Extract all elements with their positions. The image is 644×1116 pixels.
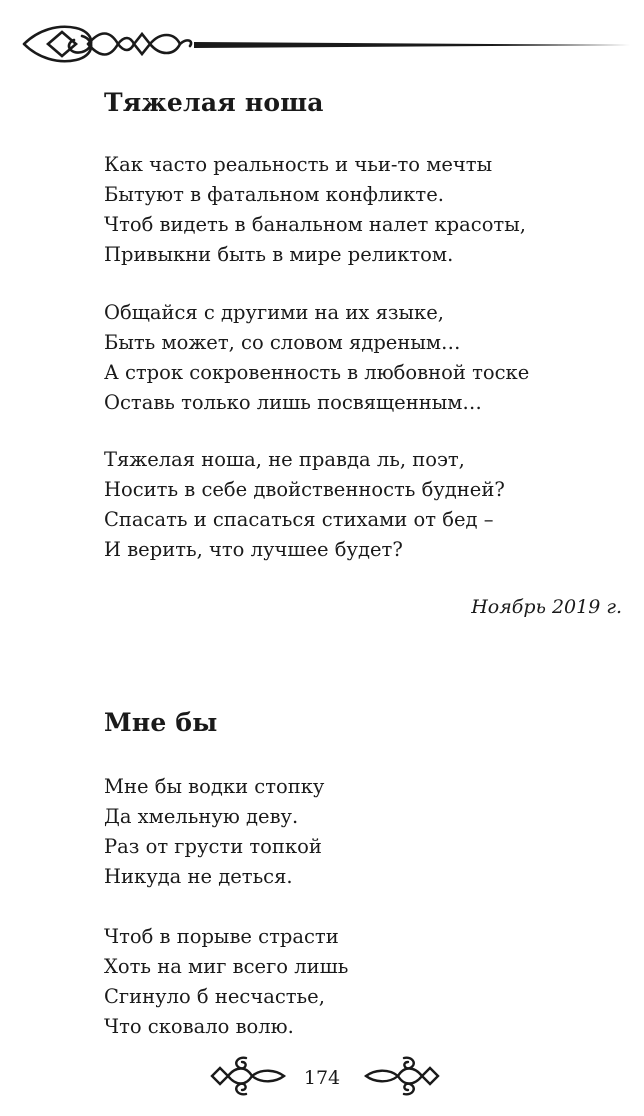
verse-line: Сгинуло б несчастье,	[104, 985, 325, 1008]
verse-line: Общайся с другими на их языке,	[104, 301, 444, 324]
verse-line: Тяжелая ноша, не правда ль, поэт,	[104, 448, 465, 471]
verse-line: Быть может, со словом ядреным…	[104, 331, 461, 354]
stanza	[104, 445, 505, 565]
stanza	[104, 772, 324, 892]
verse-line: Бытуют в фатальном конфликте.	[104, 183, 444, 206]
poem-title: Тяжелая ноша	[104, 88, 324, 117]
verse-line: Оставь только лишь посвященным…	[104, 391, 482, 414]
verse-line: Что сковало волю.	[104, 1015, 294, 1038]
verse-line: Чтоб видеть в банальном налет красоты,	[104, 213, 526, 236]
page-number: 174	[303, 1067, 341, 1089]
stanza	[104, 922, 348, 1042]
stanza	[104, 150, 526, 270]
footer-ornament-right	[364, 1052, 444, 1100]
verse-line: Привыкни быть в мире реликтом.	[104, 243, 454, 266]
verse-line: Чтоб в порыве страсти	[104, 925, 339, 948]
verse-line: И верить, что лучшее будет?	[104, 538, 403, 561]
verse-line: Хоть на миг всего лишь	[104, 955, 349, 978]
stanza	[104, 298, 529, 418]
verse-line: Никуда не деться.	[104, 865, 293, 888]
footer-ornament-left	[206, 1052, 286, 1100]
verse-line: Носить в себе двойственность будней?	[104, 478, 505, 501]
verse-line: Раз от грусти топкой	[104, 835, 322, 858]
verse-line: Спасать и спасаться стихами от бед –	[104, 508, 494, 531]
poem-title: Мне бы	[104, 708, 218, 737]
poem-date: Ноябрь 2019 г.	[471, 596, 622, 618]
verse-line: Как часто реальность и чьи-то мечты	[104, 153, 493, 176]
verse-line: Мне бы водки стопку	[104, 775, 325, 798]
verse-line: Да хмельную деву.	[104, 805, 299, 828]
header-ornament	[18, 18, 630, 70]
verse-line: А строк сокровенность в любовной тоске	[104, 361, 530, 384]
